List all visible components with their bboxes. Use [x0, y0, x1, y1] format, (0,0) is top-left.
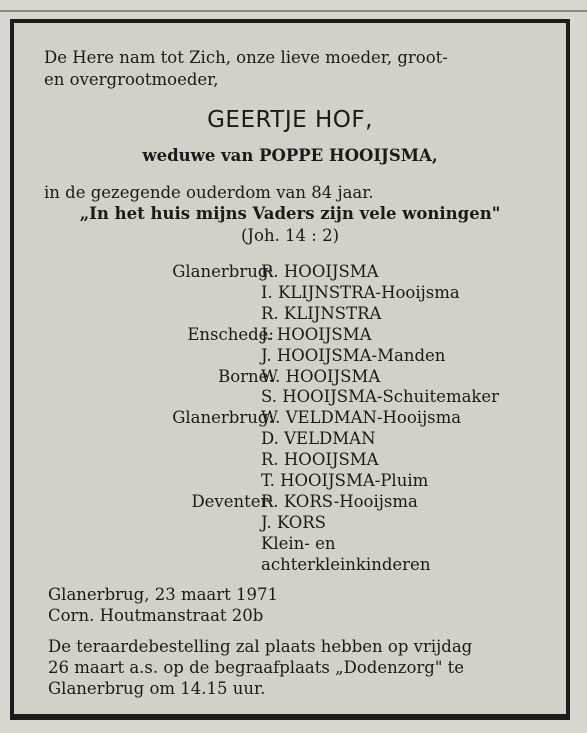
family-row: [14, 492, 566, 513]
family-row: [14, 367, 566, 388]
family-place: Borne:: [218, 366, 274, 386]
funeral-line-1: De teraardebestelling zal plaats hebben op vrijdag: [48, 637, 473, 656]
family-member: W. VELDMAN-Hooijsma: [261, 408, 462, 428]
family-member: T. HOOIJSMA-Pluim: [261, 471, 429, 490]
bible-reference: (Joh. 14 : 2): [240, 226, 340, 245]
family-row: [14, 555, 566, 576]
family-member: W. HOOIJSMA: [261, 366, 381, 386]
intro-line-2: en overgrootmoeder,: [44, 70, 219, 89]
funeral-info: [48, 636, 558, 699]
family-place: Glanerbrug:: [172, 408, 274, 428]
deceased-name: GEERTJE HOF,: [207, 107, 373, 133]
family-row: [14, 304, 566, 325]
intro-line-1: De Here nam tot Zich, onze lieve moeder, groot-: [44, 48, 448, 67]
funeral-line-3: Glanerbrug om 14.15 uur.: [48, 679, 266, 698]
family-row: [14, 429, 566, 450]
bottom-rule: [10, 714, 570, 720]
family-row: [14, 387, 566, 408]
family-row: [14, 408, 566, 429]
family-row: [14, 534, 566, 555]
funeral-line-2: 26 maart a.s. op de begraafplaats „Dodenzorg" te: [48, 658, 465, 677]
family-member: R. KLIJNSTRA: [261, 303, 382, 323]
family-row: [14, 450, 566, 471]
place-date-block: [48, 584, 278, 626]
family-row: [14, 325, 566, 346]
family-member: Klein- en: [261, 533, 336, 553]
widow-line: weduwe van POPPE HOOIJSMA,: [142, 146, 438, 165]
family-member: R. HOOIJSMA: [261, 262, 379, 281]
family-member: R. KORS-Hooijsma: [261, 491, 418, 511]
family-row: [14, 346, 566, 367]
family-member: J. HOOIJSMA: [261, 324, 372, 344]
family-member: J. KORS: [261, 512, 326, 532]
age-line: in de gezegende ouderdom van 84 jaar.: [44, 183, 374, 202]
family-member: R. HOOIJSMA: [261, 450, 379, 470]
address: Corn. Houtmanstraat 20b: [48, 606, 264, 625]
family-row: [14, 471, 566, 492]
family-member: achterkleinkinderen: [261, 554, 431, 574]
family-row: [14, 283, 566, 304]
family-row: [14, 513, 566, 534]
family-row: [14, 262, 566, 283]
family-place: Glanerbrug:: [172, 262, 274, 281]
bible-quote: „In het huis mijns Vaders zijn vele woningen": [79, 204, 501, 223]
family-member: I. KLIJNSTRA-Hooijsma: [261, 282, 460, 302]
intro-text: [44, 47, 549, 91]
death-notice: [10, 19, 570, 719]
family-place: Deventer:: [191, 491, 274, 511]
family-member: S. HOOIJSMA-Schuitemaker: [261, 387, 500, 407]
top-rule: [0, 10, 587, 12]
family-member: J. HOOIJSMA-Manden: [261, 345, 446, 365]
family-place: Enschede:: [187, 324, 274, 344]
family-member: D. VELDMAN: [261, 429, 376, 449]
place-date: Glanerbrug, 23 maart 1971: [48, 585, 279, 604]
